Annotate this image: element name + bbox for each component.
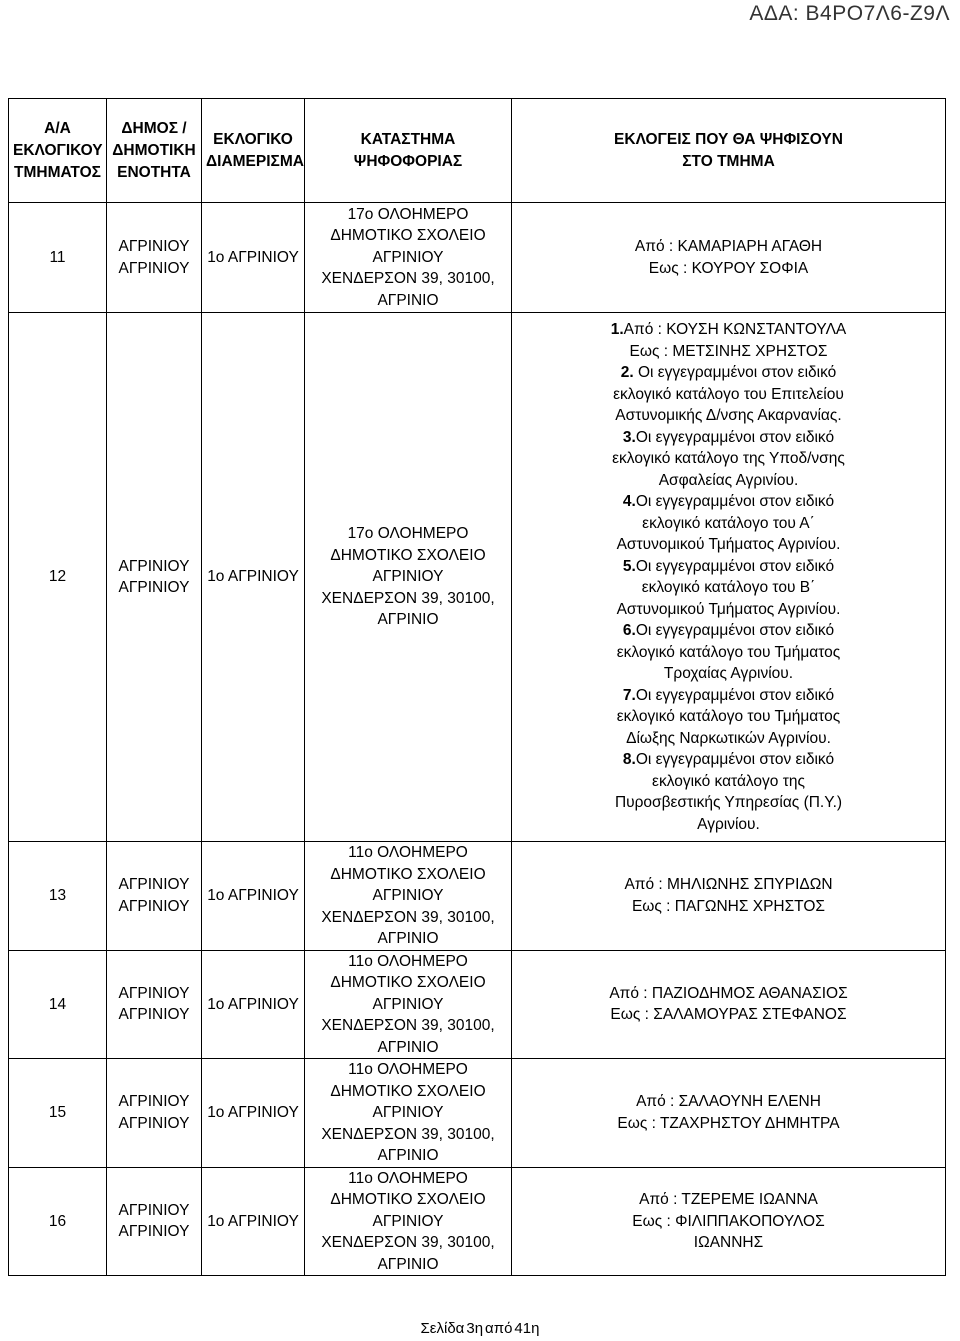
section-number: 15 bbox=[9, 1059, 107, 1168]
voters-range-cell: Από : ΚΑΜΑΡΙΑΡΗ ΑΓΑΘΗ Εως : ΚΟΥΡΟΥ ΣΟΦΙΑ bbox=[512, 203, 946, 313]
polling-station-cell: 17ο ΟΛΟΗΜΕΡΟ ΔΗΜΟΤΙΚΟ ΣΧΟΛΕΙΟ ΑΓΡΙΝΙΟΥ ΧΕΝΔΕΡΣΟΝ 39, 30100, ΑΓΡΙΝΙΟ bbox=[305, 313, 512, 842]
polling-station-cell: 11ο ΟΛΟΗΜΕΡΟ ΔΗΜΟΤΙΚΟ ΣΧΟΛΕΙΟ ΑΓΡΙΝΙΟΥ ΧΕΝΔΕΡΣΟΝ 39, 30100, ΑΓΡΙΝΙΟ bbox=[305, 950, 512, 1059]
voters-range-cell: Από : ΤΖΕΡΕΜΕ ΙΩΑΝΝΑ Εως : ΦΙΛΙΠΠΑΚΟΠΟΥΛΟΣ ΙΩΑΝΝΗΣ bbox=[512, 1167, 946, 1276]
polling-station-cell: 11ο ΟΛΟΗΜΕΡΟ ΔΗΜΟΤΙΚΟ ΣΧΟΛΕΙΟ ΑΓΡΙΝΙΟΥ ΧΕΝΔΕΡΣΟΝ 39, 30100, ΑΓΡΙΝΙΟ bbox=[305, 1059, 512, 1168]
polling-station-cell: 17ο ΟΛΟΗΜΕΡΟ ΔΗΜΟΤΙΚΟ ΣΧΟΛΕΙΟ ΑΓΡΙΝΙΟΥ ΧΕΝΔΕΡΣΟΝ 39, 30100, ΑΓΡΙΝΙΟ bbox=[305, 203, 512, 313]
section-number: 12 bbox=[9, 313, 107, 842]
municipality-cell: ΑΓΡΙΝΙΟΥ ΑΓΡΙΝΙΟΥ bbox=[107, 1167, 202, 1276]
table-row bbox=[9, 842, 946, 951]
table-row bbox=[9, 1059, 946, 1168]
district-cell: 1ο ΑΓΡΙΝΙΟΥ bbox=[202, 1167, 305, 1276]
municipality-cell: ΑΓΡΙΝΙΟΥ ΑΓΡΙΝΙΟΥ bbox=[107, 203, 202, 313]
municipality-cell: ΑΓΡΙΝΙΟΥ ΑΓΡΙΝΙΟΥ bbox=[107, 1059, 202, 1168]
voters-range-cell: Από : ΜΗΛΙΩΝΗΣ ΣΠΥΡΙΔΩΝ Εως : ΠΑΓΩΝΗΣ ΧΡΗΣΤΟΣ bbox=[512, 842, 946, 951]
header-voters: ΕΚΛΟΓΕΙΣ ΠΟΥ ΘΑ ΨΗΦΙΣΟΥΝ ΣΤΟ ΤΜΗΜΑ bbox=[512, 99, 946, 203]
municipality-cell: ΑΓΡΙΝΙΟΥ ΑΓΡΙΝΙΟΥ bbox=[107, 842, 202, 951]
polling-station-cell: 11ο ΟΛΟΗΜΕΡΟ ΔΗΜΟΤΙΚΟ ΣΧΟΛΕΙΟ ΑΓΡΙΝΙΟΥ ΧΕΝΔΕΡΣΟΝ 39, 30100, ΑΓΡΙΝΙΟ bbox=[305, 1167, 512, 1276]
section-number: 14 bbox=[9, 950, 107, 1059]
section-number: 13 bbox=[9, 842, 107, 951]
table-row bbox=[9, 313, 946, 842]
municipality-cell: ΑΓΡΙΝΙΟΥ ΑΓΡΙΝΙΟΥ bbox=[107, 313, 202, 842]
municipality-cell: ΑΓΡΙΝΙΟΥ ΑΓΡΙΝΙΟΥ bbox=[107, 950, 202, 1059]
table-row bbox=[9, 1167, 946, 1276]
section-number: 11 bbox=[9, 203, 107, 313]
header-district: ΕΚΛΟΓΙΚΟ ΔΙΑΜΕΡΙΣΜΑ bbox=[202, 99, 305, 203]
polling-station-cell: 11ο ΟΛΟΗΜΕΡΟ ΔΗΜΟΤΙΚΟ ΣΧΟΛΕΙΟ ΑΓΡΙΝΙΟΥ ΧΕΝΔΕΡΣΟΝ 39, 30100, ΑΓΡΙΝΙΟ bbox=[305, 842, 512, 951]
table-row bbox=[9, 950, 946, 1059]
voters-range-cell: 1.Από : ΚΟΥΣΗ ΚΩΝΣΤΑΝΤΟΥΛΑ Εως : ΜΕΤΣΙΝΗΣ ΧΡΗΣΤΟΣ 2. Οι εγγεγραμμένοι στον ειδικό εκλογικό κατάλογο του Επιτελείου Αστυνομικής Δ/νσης Ακαρνανίας. 3.Οι εγγεγραμμένοι στον ειδικό εκλογικό κατάλογο της Υποδ/νσης Ασφαλείας Αγρινίου. 4.Οι εγγεγραμμένοι στον ειδικό εκλογικό κατάλογο του Α΄ Αστυνομικού Τμήματος Αγρινίου. 5.Οι εγγεγραμμένοι στον ειδικό εκλογικό κατάλογο του Β΄ Αστυνομικού Τμήματος Αγρινίου. 6.Οι εγγεγραμμένοι στον ειδικό εκλογικό κατάλογο του Τμήματος Τροχαίας Αγρινίου. 7.Οι εγγεγραμμένοι στον ειδικό εκλογικό κατάλογο του Τμήματος Δίωξης Ναρκωτικών Αγρινίου. 8.Οι εγγεγραμμένοι στον ειδικό εκλογικό κατάλογο της Πυροσβεστικής Υπηρεσίας (Π.Υ.) Αγρινίου. bbox=[512, 313, 946, 842]
district-cell: 1ο ΑΓΡΙΝΙΟΥ bbox=[202, 313, 305, 842]
table-row bbox=[9, 203, 946, 313]
district-cell: 1ο ΑΓΡΙΝΙΟΥ bbox=[202, 1059, 305, 1168]
district-cell: 1ο ΑΓΡΙΝΙΟΥ bbox=[202, 203, 305, 313]
header-municipality: ΔΗΜΟΣ / ΔΗΜΟΤΙΚΗ ΕΝΟΤΗΤΑ bbox=[107, 99, 202, 203]
header-polling-station: ΚΑΤΑΣΤΗΜΑ ΨΗΦΟΦΟΡΙΑΣ bbox=[305, 99, 512, 203]
document-code: ΑΔΑ: Β4ΡΟ7Λ6-Ζ9Λ bbox=[749, 2, 950, 25]
district-cell: 1ο ΑΓΡΙΝΙΟΥ bbox=[202, 842, 305, 951]
district-cell: 1ο ΑΓΡΙΝΙΟΥ bbox=[202, 950, 305, 1059]
voters-range-cell: Από : ΣΑΛΑΟΥΝΗ ΕΛΕΝΗ Εως : ΤΖΑΧΡΗΣΤΟΥ ΔΗΜΗΤΡΑ bbox=[512, 1059, 946, 1168]
voters-range-cell: Από : ΠΑΖΙΟΔΗΜΟΣ ΑΘΑΝΑΣΙΟΣ Εως : ΣΑΛΑΜΟΥΡΑΣ ΣΤΕΦΑΝΟΣ bbox=[512, 950, 946, 1059]
header-row bbox=[9, 99, 946, 203]
section-number: 16 bbox=[9, 1167, 107, 1276]
header-section-no: Α/Α ΕΚΛΟΓΙΚΟΥ ΤΜΗΜΑΤΟΣ bbox=[9, 99, 107, 203]
polling-stations-table bbox=[8, 98, 946, 1276]
page-footer: Σελίδα 3η από 41η bbox=[420, 1320, 540, 1337]
